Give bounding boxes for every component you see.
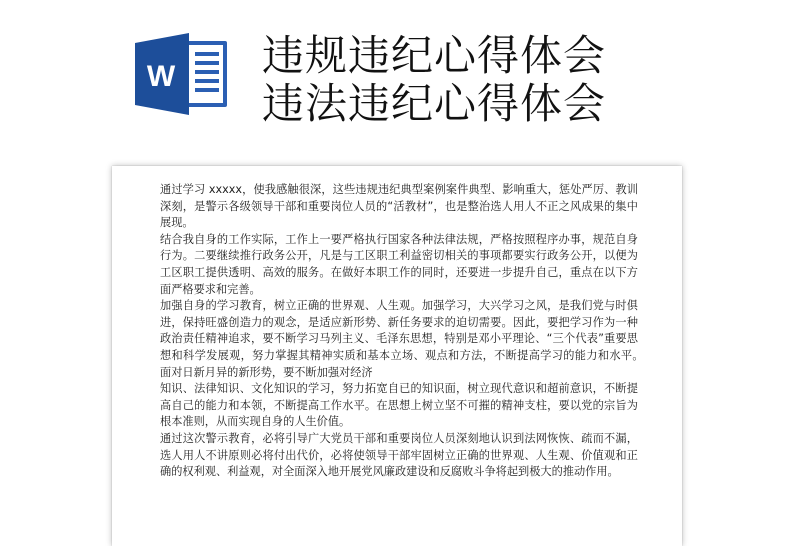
paragraph: 通过学习 xxxxx，使我感触很深，这些违规违纪典型案例案件典型、影响重大，惩处严厉、教训深刻，是警示各级领导干部和重要岗位人员的“活教材”，也是整治选人用人不正之风成果的集中展现。 (160, 183, 638, 230)
logo-letter: W (146, 60, 176, 93)
document-page (112, 166, 682, 546)
paragraph: 知识、法律知识、文化知识的学习，努力拓宽自已的知识面，树立现代意识和超前意识，不断提高自己的能力和本领，不断提高工作水平。在思想上树立坚不可摧的精神支柱，要以党的宗旨为根本准则，从而实现自身的人生价值。 (160, 382, 638, 429)
paragraph: 加强自身的学习教育，树立正确的世界观、人生观。加强学习，大兴学习之风，是我们党与时俱进，保持旺盛创造力的观念，是适应新形势、新任务要求的迫切需要。因此，要把学习作为一种政治责任精神追求，要不断学习马列主义、毛泽东思想，特别是邓小平理论、“三个代表”重要思想和科学发展观，努力掌握其精神实质和基本立场、观点和方法，不断提高学习的能力和水平。 面对日新月异的新形势，要不断加强对经济 (160, 299, 650, 379)
word-document-icon (133, 33, 229, 115)
paragraph: 结合我自身的工作实际，工作上一要严格执行国家各种法律法规，严格按照程序办事，规范自身行为。二要继续推行政务公开，凡是与工区职工利益密切相关的事项都要实行政务公开，以便为工区职工提供透明、高效的服务。在做好本职工作的同时，还要进一步提升自己，重点在以下方面严格要求和完善。 (160, 232, 638, 296)
header (0, 0, 800, 160)
paragraph: 通过这次警示教育，必将引导广大党员干部和重要岗位人员深刻地认识到法网恢恢、疏而不漏，选人用人不讲原则必将付出代价，必将使领导干部牢固树立正确的世界观、人生观、价值观和正确的权利观、利益观，对全面深入地开展党风廉政建设和反腐败斗争将起到极大的推动作用。 (160, 431, 638, 479)
document-body (160, 182, 650, 481)
title-line-2: 违法违纪心得体会 (262, 79, 607, 128)
title-block (262, 32, 782, 128)
title-line-1: 违规违纪心得体会 (262, 31, 607, 80)
